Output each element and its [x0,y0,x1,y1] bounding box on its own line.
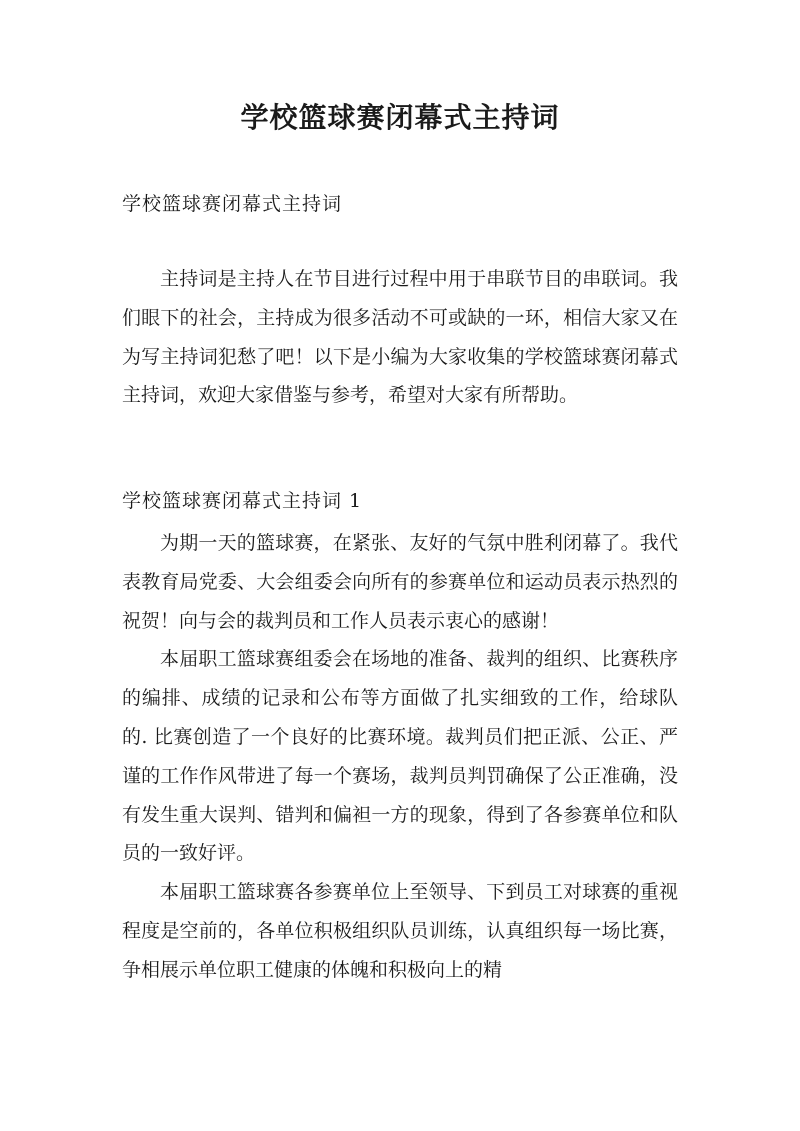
intro-section [122,260,678,415]
main-section [122,524,678,990]
body-paragraph: 本届职工篮球赛各参赛单位上至领导、下到员工对球赛的重视程度是空前的，各单位积极组织队员训练，认真组织每一场比赛，争相展示单位职工健康的体魄和积极向上的精 [122,881,678,981]
document-subtitle: 学校篮球赛闭幕式主持词 [122,193,343,215]
intro-paragraph: 主持词是主持人在节目进行过程中用于串联节目的串联词。我们眼下的社会，主持成为很多活动不可或缺的一环，相信大家又在为写主持词犯愁了吧！以下是小编为大家收集的学校篮球赛闭幕式主持词，欢迎大家借鉴与参考，希望对大家有所帮助。 [122,268,678,407]
section-heading: 学校篮球赛闭幕式主持词 1 [122,490,363,512]
body-paragraph: 为期一天的篮球赛，在紧张、友好的气氛中胜利闭幕了。我代表教育局党委、大会组委会向所有的参赛单位和运动员表示热烈的祝贺！向与会的裁判员和工作人员表示衷心的感谢！ [122,532,678,632]
document-title: 学校篮球赛闭幕式主持词 [240,101,560,134]
body-paragraph: 本届职工篮球赛组委会在场地的准备、裁判的组织、比赛秩序的编排、成绩的记录和公布等方面做了扎实细致的工作，给球队的. 比赛创造了一个良好的比赛环境。裁判员们把正派、公正、严谨的工作作风带进了每一个赛场，裁判员判罚确保了公正准确，没有发生重大误判、错判和偏袒一方的现象，得到了各参赛单位和队员的一致好评。 [122,648,678,865]
